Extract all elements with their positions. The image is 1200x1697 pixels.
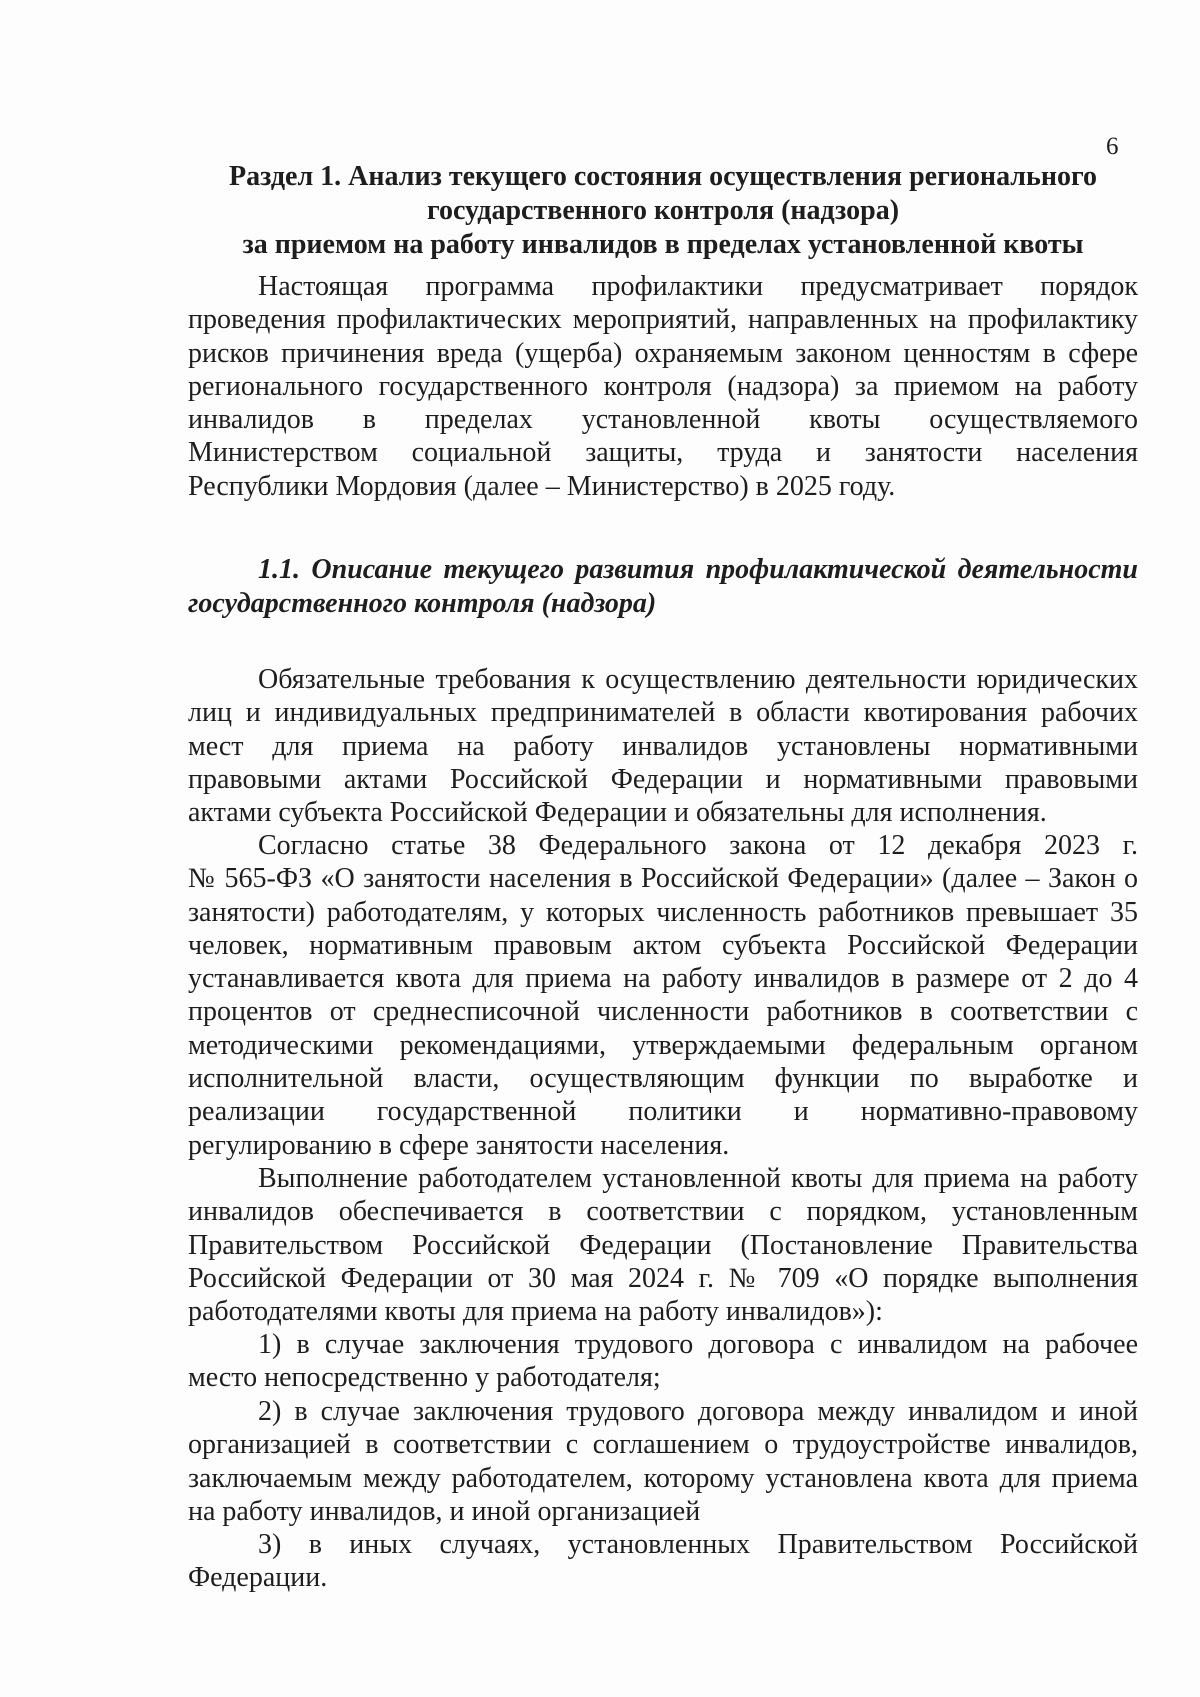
text-line: методическими рекомендациями, утверждаемыми федеральным органом [188,1029,1138,1061]
text-line: Согласно статье 38 Федерального закона от 12 декабря 2023 г. [258,830,1138,861]
text-line: Федерации. [188,1562,328,1594]
text-line: регионального государственного контроля (надзора) за приемом на работу [188,370,1138,402]
text-line: регулированию в сфере занятости населения. [188,1129,730,1161]
text-line: правовыми актами Российской Федерации и нормативными правовыми [188,763,1138,795]
text-line: место непосредственно у работодателя; [188,1362,661,1394]
page-number: 6 [1106,133,1119,160]
text-line: инвалидов обеспечивается в соответствии с порядком, установленным [188,1196,1138,1228]
text-line: исполнительной власти, осуществляющим функции по выработке и [188,1063,1138,1095]
text-line: Настоящая программа профилактики предусматривает порядок [258,271,1138,302]
text-line: устанавливается квота для приема на работу инвалидов в размере от 2 до 4 [188,963,1138,995]
text-line: организацией в соответствии с соглашением о трудоустройстве инвалидов, [188,1429,1138,1461]
text-line: проведения профилактических мероприятий, направленных на профилактику [188,304,1138,336]
section-heading-line: за приемом на работу инвалидов в пределах установленной квоты [242,229,1084,260]
text-line: реализации государственной политики и нормативно-правовому [188,1096,1138,1128]
subsection-heading-line: государственного контроля (надзора) [188,588,657,619]
text-line: Правительством Российской Федерации (Постановление Правительства [188,1229,1138,1261]
section-heading [188,160,1138,262]
text-line: 1) в случае заключения трудового договора с инвалидом на рабочее [258,1329,1138,1360]
text-line: 2) в случае заключения трудового договора между инвалидом и иной [258,1396,1138,1427]
list-item-1 [188,1328,1138,1395]
text-line: человек, нормативным правовым актом субъекта Российской Федерации [188,929,1138,961]
text-line: Обязательные требования к осуществлению деятельности юридических [258,664,1138,695]
section-heading-line: Раздел 1. Анализ текущего состояния осуществления регионального [229,161,1097,192]
text-line: № 565-ФЗ «О занятости населения в Российской Федерации» (далее – Закон о [188,863,1138,895]
text-line: работодателями квоты для приема на работу инвалидов»): [188,1296,883,1328]
paragraph-requirements [188,663,1138,829]
list-item-2 [188,1395,1138,1528]
text-line: заключаемым между работодателем, которому установлена квота для приема [188,1462,1138,1494]
text-line: Выполнение работодателем установленной квоты для приема на работу [258,1163,1138,1194]
text-line: Республики Мордовия (далее – Министерство) в 2025 году. [188,470,896,502]
paragraph-quota-fulfillment [188,1162,1138,1328]
text-line: мест для приема на работу инвалидов установлены нормативными [188,730,1138,762]
subsection-heading-line: 1.1. Описание текущего развития профилактической деятельности [258,554,1138,585]
text-line: актами субъекта Российской Федерации и обязательны для исполнения. [188,797,1047,829]
intro-paragraph [188,270,1138,503]
text-line: инвалидов в пределах установленной квоты осуществляемого [188,404,1138,436]
text-line: лиц и индивидуальных предпринимателей в области квотирования рабочих [188,697,1138,729]
list-item-3 [188,1528,1138,1595]
text-line: занятости) работодателям, у которых численность работников превышает 35 [188,896,1138,928]
text-line: на работу инвалидов, и иной организацией [188,1495,701,1527]
text-line: 3) в иных случаях, установленных Правительством Российской [258,1529,1138,1560]
paragraph-law-article [188,829,1138,1162]
text-line: процентов от среднесписочной численности работников в соответствии с [188,996,1138,1028]
text-line: рисков причинения вреда (ущерба) охраняемым законом ценностям в сфере [188,337,1138,369]
text-line: Российской Федерации от 30 мая 2024 г. № 709 «О порядке выполнения [188,1262,1138,1294]
text-line: Министерством социальной защиты, труда и занятости населения [188,437,1138,469]
section-heading-line: государственного контроля (надзора) [426,195,900,226]
subsection-heading [188,553,1138,621]
